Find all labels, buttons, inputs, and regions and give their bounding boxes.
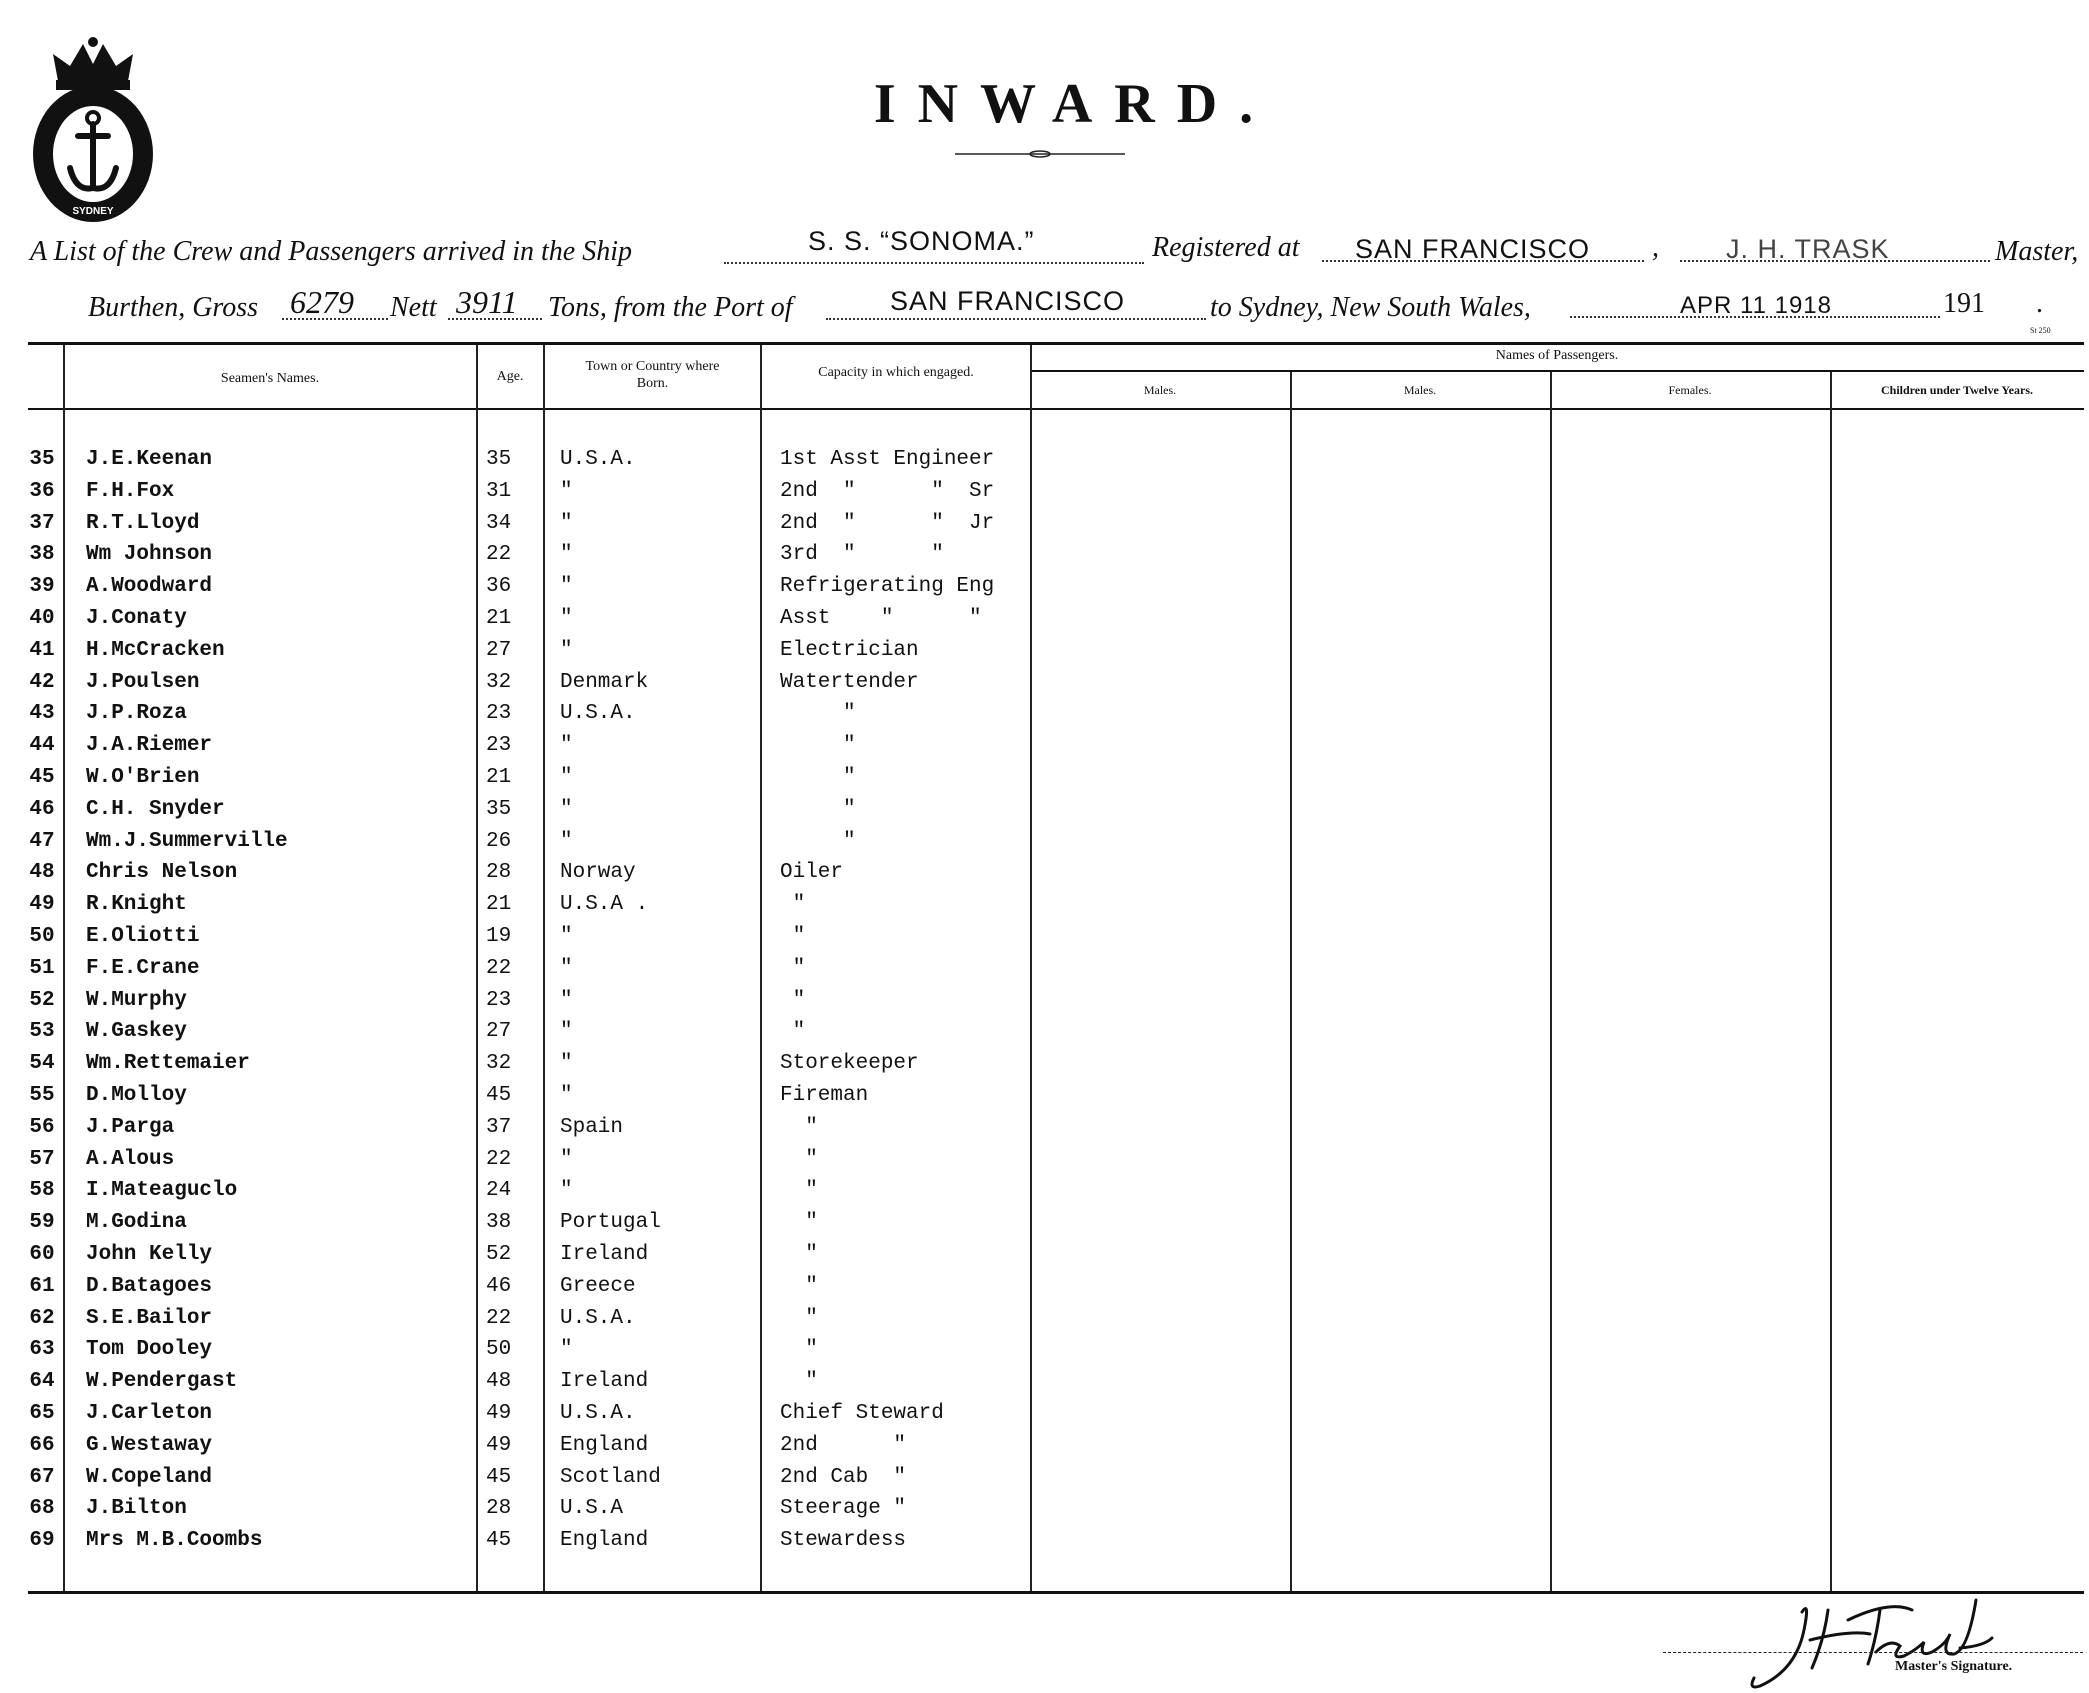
crew-row [0, 444, 2089, 475]
seaman-name: F.H.Fox [86, 479, 175, 503]
seaman-capacity: Chief Steward [780, 1402, 944, 1425]
seaman-name: H.McCracken [86, 638, 225, 662]
seaman-capacity: " [780, 988, 806, 1012]
crew-row [0, 1271, 2089, 1302]
seaman-age: 52 [486, 1243, 512, 1266]
crew-number: 41 [29, 638, 55, 662]
seaman-age: 36 [486, 575, 512, 599]
crew-row [0, 889, 2089, 920]
seaman-name: A.Woodward [86, 575, 213, 599]
seaman-age: 24 [486, 1179, 512, 1203]
seaman-age: 23 [486, 988, 512, 1012]
signature-line [1663, 1652, 2083, 1653]
seaman-birthplace: " [560, 1179, 573, 1203]
crew-number: 68 [29, 1497, 55, 1521]
crew-number: 58 [29, 1179, 55, 1203]
crew-number: 50 [29, 925, 55, 948]
arrival-date-stamp: APR 11 1918 [1680, 292, 1832, 319]
seaman-name: Wm Johnson [86, 543, 213, 567]
seaman-name: W.Murphy [86, 988, 187, 1012]
seaman-age: 27 [486, 1020, 512, 1044]
seaman-birthplace: " [560, 511, 573, 535]
seaman-capacity: " [780, 893, 806, 917]
seaman-birthplace: " [560, 956, 573, 980]
list-intro-text: A List of the Crew and Passengers arrived in the Ship [30, 236, 632, 267]
seaman-name: E.Oliotti [86, 925, 200, 948]
seaman-name: R.Knight [86, 893, 187, 917]
seaman-capacity: " [780, 1211, 818, 1235]
crew-number: 54 [29, 1052, 55, 1076]
seaman-name: W.Pendergast [86, 1370, 238, 1394]
seaman-capacity: " [780, 925, 806, 948]
seaman-name: Mrs M.B.Coombs [86, 1529, 263, 1553]
seaman-name: C.H. Snyder [86, 797, 225, 821]
seaman-age: 23 [486, 734, 512, 758]
crew-row [0, 1080, 2089, 1111]
seaman-capacity: " [780, 702, 856, 726]
seaman-age: 37 [486, 1115, 512, 1139]
seaman-capacity: " [780, 829, 856, 853]
seaman-birthplace: " [560, 1147, 573, 1171]
tons-from-port-label: Tons, from the Port of [548, 292, 793, 323]
col-header-capacity: Capacity in which engaged. [818, 365, 974, 380]
seaman-age: 46 [486, 1274, 512, 1298]
crew-row [0, 1207, 2089, 1238]
crew-number: 59 [29, 1211, 55, 1235]
seaman-name: S.E.Bailor [86, 1306, 213, 1330]
seaman-age: 28 [486, 861, 512, 885]
seaman-age: 21 [486, 607, 512, 630]
to-sydney-label: to Sydney, New South Wales, [1210, 292, 1531, 323]
seaman-birthplace: Ireland [560, 1370, 649, 1394]
seaman-age: 26 [486, 829, 512, 853]
seaman-birthplace: Greece [560, 1274, 636, 1298]
seaman-birthplace: " [560, 607, 573, 630]
col-header-males-1: Males. [1143, 383, 1177, 397]
crew-row [0, 1175, 2089, 1206]
crew-number: 57 [29, 1147, 55, 1171]
crew-row [0, 1430, 2089, 1461]
crew-number: 43 [29, 702, 55, 726]
seaman-birthplace: " [560, 734, 573, 758]
seaman-age: 38 [486, 1211, 512, 1235]
seaman-age: 27 [486, 638, 512, 662]
crew-number: 52 [29, 988, 55, 1012]
seaman-name: W.Copeland [86, 1465, 213, 1489]
seaman-capacity: " [780, 1338, 818, 1362]
col-header-passengers: Names of Passengers. [1495, 348, 1619, 363]
crew-number: 56 [29, 1115, 55, 1139]
seaman-capacity: " [780, 797, 856, 821]
col-header-age: Age. [496, 369, 524, 384]
date-period: . [2036, 288, 2043, 319]
seaman-birthplace: " [560, 1084, 573, 1107]
seaman-capacity: 2nd " " Jr [780, 511, 995, 535]
seaman-age: 50 [486, 1338, 512, 1362]
crew-row [0, 1144, 2089, 1175]
seaman-name: Wm.Rettemaier [86, 1052, 250, 1076]
registered-label: Registered at [1152, 232, 1300, 263]
crew-row [0, 1493, 2089, 1524]
crew-number: 45 [29, 766, 55, 789]
seaman-age: 35 [486, 448, 512, 471]
seaman-age: 19 [486, 925, 512, 948]
seaman-name: D.Molloy [86, 1084, 187, 1107]
registered-port: SAN FRANCISCO [1355, 234, 1591, 264]
crew-row [0, 730, 2089, 761]
crew-row [0, 762, 2089, 793]
seaman-name: J.P.Roza [86, 702, 187, 726]
crew-row [0, 1239, 2089, 1270]
seaman-birthplace: Denmark [560, 670, 649, 694]
title-flourish [955, 148, 1125, 160]
crew-number: 38 [29, 543, 55, 567]
nett-label: Nett [390, 292, 437, 323]
seaman-birthplace: " [560, 479, 573, 503]
seaman-name: W.Gaskey [86, 1020, 187, 1044]
crew-number: 51 [29, 956, 55, 980]
form-number: St 250 [2030, 326, 2051, 335]
seaman-capacity: " [780, 956, 806, 980]
seaman-name: J.E.Keenan [86, 448, 213, 471]
crew-number: 53 [29, 1020, 55, 1044]
seaman-name: J.Poulsen [86, 670, 200, 694]
passenger-header-rule [1030, 370, 2084, 372]
seaman-age: 31 [486, 479, 512, 503]
seaman-capacity: 3rd " " [780, 543, 944, 567]
seaman-birthplace: " [560, 638, 573, 662]
col-header-females: Females. [1668, 383, 1712, 397]
seaman-age: 22 [486, 1147, 512, 1171]
ship-field-line [724, 262, 1144, 264]
seaman-birthplace: England [560, 1433, 649, 1457]
crew-row [0, 1462, 2089, 1493]
seaman-birthplace: Spain [560, 1115, 624, 1139]
from-port: SAN FRANCISCO [890, 286, 1126, 316]
nett-tonnage: 3911 [456, 284, 518, 320]
seaman-birthplace: " [560, 925, 573, 948]
seaman-name: G.Westaway [86, 1433, 213, 1457]
crew-row [0, 1366, 2089, 1397]
seaman-capacity: " [780, 1243, 818, 1266]
seaman-capacity: 2nd " [780, 1433, 907, 1457]
seaman-age: 49 [486, 1433, 512, 1457]
seaman-birthplace: " [560, 1338, 573, 1362]
crew-row [0, 539, 2089, 570]
seaman-name: I.Mateaguclo [86, 1179, 238, 1203]
crew-number: 62 [29, 1306, 55, 1330]
crew-number: 55 [29, 1084, 55, 1107]
crew-number: 39 [29, 575, 55, 599]
crew-number: 61 [29, 1274, 55, 1298]
seaman-birthplace: U.S.A. [560, 1306, 636, 1330]
seaman-capacity: 2nd " " Sr [780, 479, 995, 503]
seaman-capacity: " [780, 1179, 818, 1203]
seaman-capacity: " [780, 1274, 818, 1298]
gross-tonnage: 6279 [290, 284, 354, 320]
seaman-name: M.Godina [86, 1211, 187, 1235]
seaman-capacity: " [780, 1115, 818, 1139]
seaman-birthplace: U.S.A [560, 1497, 624, 1521]
crew-row [0, 953, 2089, 984]
table-top-rule [28, 342, 2084, 345]
seaman-capacity: Fireman [780, 1084, 869, 1107]
crew-number: 60 [29, 1243, 55, 1266]
seaman-age: 34 [486, 511, 512, 535]
col-header-children: Children under Twelve Years. [1880, 383, 2033, 397]
seaman-age: 28 [486, 1497, 512, 1521]
crew-row [0, 1016, 2089, 1047]
master-label: Master, [1995, 236, 2079, 267]
crew-row [0, 985, 2089, 1016]
seaman-name: F.E.Crane [86, 956, 200, 980]
crew-number: 42 [29, 670, 55, 694]
seaman-capacity: " [780, 734, 856, 758]
crew-row [0, 1112, 2089, 1143]
seaman-age: 35 [486, 797, 512, 821]
seaman-birthplace: " [560, 766, 573, 789]
seaman-age: 45 [486, 1084, 512, 1107]
seaman-age: 45 [486, 1529, 512, 1553]
seaman-name: J.Parga [86, 1115, 175, 1139]
seaman-birthplace: U.S.A. [560, 1402, 636, 1425]
crew-number: 64 [29, 1370, 55, 1394]
crew-row [0, 698, 2089, 729]
crew-number: 48 [29, 861, 55, 885]
crew-row [0, 635, 2089, 666]
crew-number: 47 [29, 829, 55, 853]
crew-number: 44 [29, 734, 55, 758]
crew-row [0, 1334, 2089, 1365]
seaman-capacity: " [780, 1370, 818, 1394]
crew-row [0, 667, 2089, 698]
seaman-birthplace: " [560, 988, 573, 1012]
crew-number: 35 [29, 448, 55, 471]
seaman-capacity: " [780, 1306, 818, 1330]
seaman-birthplace: Portugal [560, 1211, 661, 1235]
crew-number: 36 [29, 479, 55, 503]
seaman-name: Wm.J.Summerville [86, 829, 288, 853]
seaman-capacity: Refrigerating Eng [780, 575, 995, 599]
seaman-birthplace: " [560, 829, 573, 853]
col-header-town-born: Town or Country where Born. [585, 359, 720, 391]
seaman-name: A.Alous [86, 1147, 175, 1171]
seaman-name: J.A.Riemer [86, 734, 213, 758]
seaman-age: 32 [486, 670, 512, 694]
seaman-birthplace: England [560, 1529, 649, 1553]
crew-number: 49 [29, 893, 55, 917]
col-header-males-2: Males. [1403, 383, 1437, 397]
seaman-capacity: Electrician [780, 638, 919, 662]
seaman-age: 22 [486, 543, 512, 567]
crew-row [0, 1048, 2089, 1079]
seaman-name: Tom Dooley [86, 1338, 213, 1362]
seaman-birthplace: " [560, 1052, 573, 1076]
seaman-birthplace: " [560, 575, 573, 599]
master-signature-image [1740, 1590, 2000, 1690]
seaman-capacity: Steerage " [780, 1497, 907, 1521]
crew-number: 66 [29, 1433, 55, 1457]
seaman-name: R.T.Lloyd [86, 511, 200, 535]
header-bottom-rule [28, 408, 2084, 410]
seaman-age: 32 [486, 1052, 512, 1076]
crew-number: 40 [29, 607, 55, 630]
seaman-birthplace: " [560, 543, 573, 567]
crew-row [0, 794, 2089, 825]
crew-row [0, 476, 2089, 507]
seaman-age: 49 [486, 1402, 512, 1425]
seaman-age: 21 [486, 766, 512, 789]
seaman-name: J.Bilton [86, 1497, 187, 1521]
seaman-capacity: 1st Asst Engineer [780, 448, 995, 471]
seaman-capacity: Watertender [780, 670, 919, 694]
crew-number: 46 [29, 797, 55, 821]
crew-row [0, 1398, 2089, 1429]
seaman-birthplace: Norway [560, 861, 636, 885]
seaman-age: 22 [486, 956, 512, 980]
master-name: J. H. TRASK [1726, 234, 1890, 264]
crew-number: 37 [29, 511, 55, 535]
seaman-name: Chris Nelson [86, 861, 238, 885]
seaman-name: J.Carleton [86, 1402, 213, 1425]
seaman-age: 48 [486, 1370, 512, 1394]
document-title: INWARD. [873, 73, 1276, 135]
crew-number: 69 [29, 1529, 55, 1553]
seaman-birthplace: " [560, 1020, 573, 1044]
seaman-capacity: 2nd Cab " [780, 1465, 907, 1489]
crew-row [0, 1303, 2089, 1334]
seaman-age: 21 [486, 893, 512, 917]
ship-name: S. S. “SONOMA.” [808, 226, 1035, 256]
master-signature-label: Master's Signature. [1895, 1659, 2013, 1674]
crew-row [0, 921, 2089, 952]
col-header-seamens-names: Seamen's Names. [220, 371, 320, 386]
crew-row [0, 508, 2089, 539]
seaman-age: 22 [486, 1306, 512, 1330]
seaman-age: 45 [486, 1465, 512, 1489]
seaman-name: John Kelly [86, 1243, 213, 1266]
crew-number: 65 [29, 1402, 55, 1425]
crew-number: 63 [29, 1338, 55, 1362]
year-prefix: 191 [1943, 288, 1985, 319]
seaman-capacity: Storekeeper [780, 1052, 919, 1076]
seaman-capacity: Stewardess [780, 1529, 907, 1553]
seaman-birthplace: U.S.A. [560, 448, 636, 471]
crew-row [0, 603, 2089, 634]
from-port-field-line [826, 318, 1206, 320]
seaman-capacity: " [780, 1147, 818, 1171]
seaman-birthplace: " [560, 797, 573, 821]
crew-row [0, 857, 2089, 888]
crew-number: 67 [29, 1465, 55, 1489]
seaman-name: D.Batagoes [86, 1274, 213, 1298]
burthen-label: Burthen, Gross [88, 292, 259, 323]
seaman-capacity: " [780, 1020, 806, 1044]
seaman-name: J.Conaty [86, 607, 187, 630]
seaman-capacity: " [780, 766, 856, 789]
seaman-capacity: Oiler [780, 861, 844, 885]
seaman-birthplace: Scotland [560, 1465, 661, 1489]
svg-text:SYDNEY: SYDNEY [72, 206, 114, 217]
seaman-birthplace: U.S.A. [560, 702, 636, 726]
seaman-birthplace: Ireland [560, 1243, 649, 1266]
crew-row [0, 1525, 2089, 1556]
seaman-age: 23 [486, 702, 512, 726]
seaman-birthplace: U.S.A . [560, 893, 649, 917]
crew-row [0, 826, 2089, 857]
seaman-capacity: Asst " " [780, 607, 982, 630]
registered-comma: , [1652, 232, 1659, 263]
crew-row [0, 571, 2089, 602]
seaman-name: W.O'Brien [86, 766, 200, 789]
